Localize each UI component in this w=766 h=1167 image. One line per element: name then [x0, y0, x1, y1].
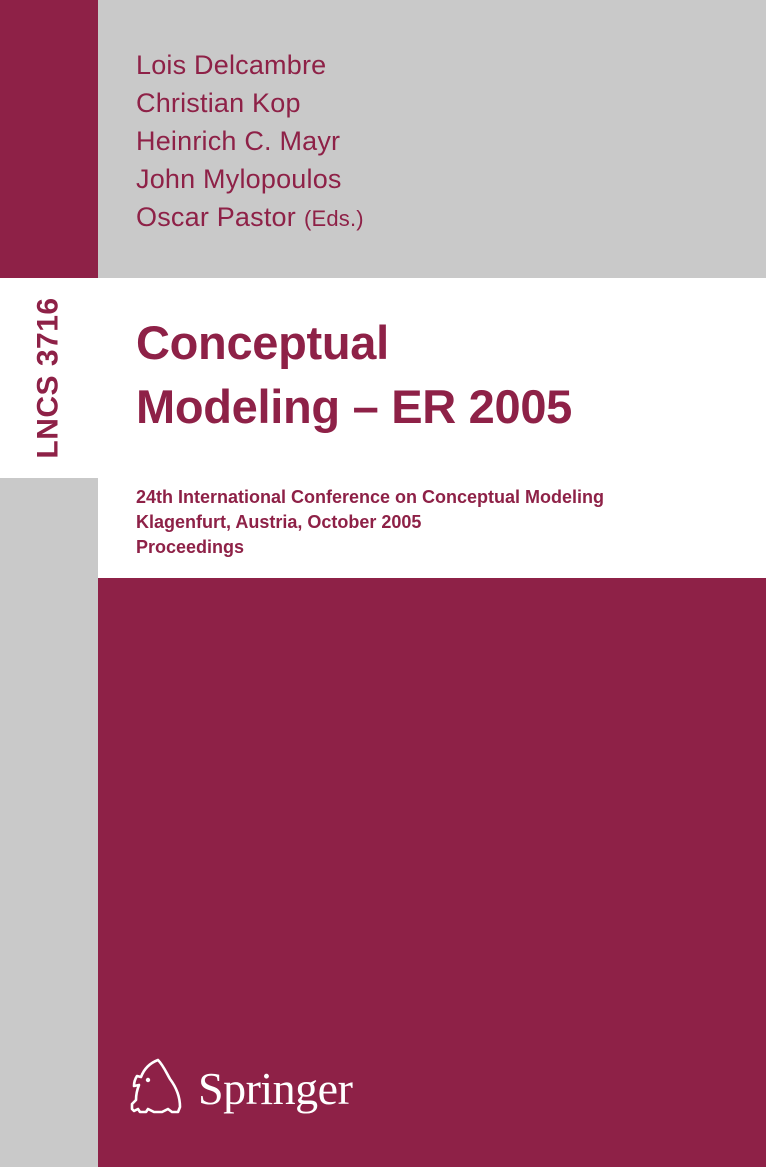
page-subtitle — [136, 485, 736, 560]
springer-knight-icon — [128, 1057, 186, 1119]
editor-name-with-suffix — [136, 198, 696, 238]
editors-suffix: (Eds.) — [303, 206, 364, 231]
editor-list — [136, 46, 696, 238]
series-number-label — [0, 278, 98, 478]
spine-lower-band — [0, 478, 98, 578]
publisher-logo — [128, 1057, 352, 1119]
subtitle-line-1: 24th International Conference on Conceptual Modeling — [136, 487, 605, 507]
editor-name: Oscar Pastor — [136, 202, 296, 232]
page-title — [136, 311, 746, 439]
subtitle-line-2: Klagenfurt, Austria, October 2005 — [136, 512, 422, 532]
spine-top-band — [0, 0, 98, 278]
series-number-text: LNCS 3716 — [32, 297, 65, 459]
editor-name: Christian Kop — [136, 88, 301, 118]
title-line-1: Conceptual — [136, 316, 389, 369]
editor-name: Heinrich C. Mayr — [136, 126, 341, 156]
publisher-name: Springer — [198, 1062, 353, 1114]
editor-name: Lois Delcambre — [136, 50, 327, 80]
title-line-2: Modeling – ER 2005 — [136, 380, 573, 433]
subtitle-line-3: Proceedings — [136, 537, 245, 557]
editor-name: John Mylopoulos — [136, 164, 342, 194]
